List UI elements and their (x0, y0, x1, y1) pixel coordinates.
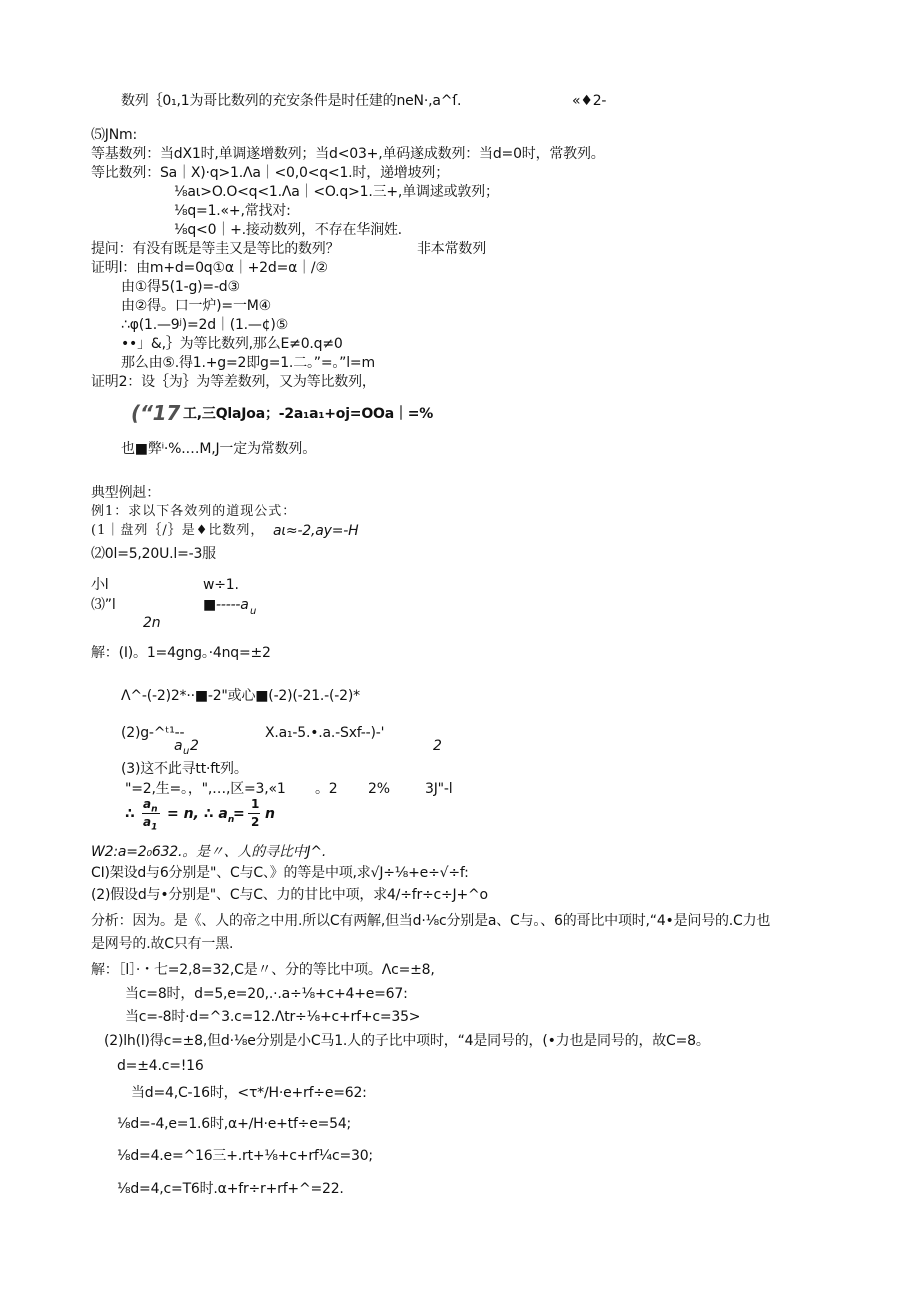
section-heading: 典型例赳： (91, 485, 160, 501)
solution-2-den-sub: u (183, 746, 190, 757)
fraction-bar-left (142, 813, 160, 814)
example-1-part2: ⑵0l=5,20U.l=-3服 (91, 546, 216, 562)
solution-3-c1: 。2 (315, 781, 338, 797)
text-line-5: ⅛aι>O.O<q<1.Λa｜<O.q>1.三+,单调逑或敦列； (174, 184, 499, 200)
text-line-12: ∴φ(1.—9ʲ)=2d｜(1.—¢)⑤ (121, 317, 289, 333)
text-line-14: 那么由⑤.得1.+g=2即g=1.二。”=。”l=m (121, 355, 375, 371)
text-line-16a: (“17 (131, 401, 181, 425)
text-line-3: 等基数列：当dX1时,单调遂增数列；当d<03+,单码遂成数列：当d=0时，常教列。 (91, 146, 605, 162)
text-line-15: 证明2：设｛为｝为等差数列，又为等比数列， (91, 374, 376, 390)
solution-2-a: (2)g-^ᵗ¹-- (121, 725, 185, 741)
solution-1: 解：(I)。1=4gng。·4nq=±2 (91, 645, 271, 661)
example-1-part3-sub: u (250, 606, 257, 617)
text-line-7: ⅛q<0｜+.接动数列，不存在华涧姓. (174, 222, 402, 238)
example-1-part1: (1｜盘列｛/｝是♦比数列， (91, 523, 265, 538)
solution-ex2-8: ⅛d=4.e=^16三+.rt+⅛+c+rf¼c=30; (117, 1148, 373, 1164)
solution-ex2-3: 当c=-8时·d=^3.c=12.Λtr÷⅛+c+rf+c=35> (125, 1009, 421, 1025)
analysis-line-2: 是网号的.故C只有一黑. (91, 936, 234, 952)
text-line-10: 由①得5(1-g)=-d③ (121, 279, 240, 295)
text-line-8: 提问：有没有既是等圭又是等比的数列？ (91, 241, 340, 257)
solution-2-den-a: a (174, 738, 183, 754)
solution-ex2-6: 当d=4,C-16时，<τ*∕H·e+rf÷e=62: (131, 1085, 367, 1101)
text-line-1: 数列｛0₁,1为哥比数列的充安条件是时任建的neN·,a^ſ. (121, 93, 462, 109)
solution-3-c2: 2% (368, 781, 390, 797)
example-1-part3-b: ■-----a (203, 597, 249, 613)
solution-ex2-9: ⅛d=4,c=T6时.α+fr÷r+rf+^=22. (117, 1181, 344, 1197)
solution-ex2-7: ⅛d=-4,e=1.6时,α+∕H·e+tf÷e=54; (117, 1116, 352, 1132)
text-line-8b: 非本常数列 (417, 241, 486, 257)
text-line-2: ⑸JNm: (91, 127, 137, 143)
example-2-part2: (2)假设d与•分别是"、C与C、力的甘比中项，求4∕÷fr÷c÷J+^o (91, 887, 488, 903)
text-line-17: 也■弊ⁱ·%.…M,J一定为常数列。 (121, 441, 316, 457)
solution-ex2-2: 当c=8时，d=5,e=20,.·.a÷⅛+c+4+e=67: (125, 986, 408, 1002)
example-1-part3-den: 2n (143, 615, 161, 631)
text-line-6: ⅛q=1.«+,常找对: (174, 203, 291, 219)
text-line-13: ••」&,｝为等比数列,那么E≠0.q≠0 (121, 336, 343, 352)
text-line-11: 由②得。口一炉)=一M④ (121, 298, 271, 314)
example-2-title: W2:a=2₀632.。是〃、人的寻比中J^. (91, 844, 327, 860)
solution-2-right-2: 2 (433, 738, 442, 754)
text-line-9: 证明l：由m+d=0q①α｜+2d=α｜/② (91, 260, 328, 276)
example-1-title: 例1：求以下各效列的道现公式： (91, 504, 297, 519)
fraction-bar-right (248, 813, 260, 814)
example-1-part3: ⑶”l (91, 597, 116, 613)
example-1-part1-formula: aι≈-2,ay=-H (273, 523, 359, 539)
solution-3: (3)这不此寻tt·ft列。 (121, 761, 248, 777)
text-line-4: 等比数列：Sa｜X)·q>1.Λa｜<0,0<q<1.时，递增坡列； (91, 165, 449, 181)
solution-ex2-1: 解：［l］·・七=2,8=32,C是〃、分的等比中项。Λc=±8, (91, 962, 435, 978)
example-2-part1: CI)架设d与6分别是"、C与C、》的等是中项,求√J÷⅛+e÷√÷f: (91, 865, 469, 881)
solution-ex2-5: d=±4.c=!16 (117, 1058, 204, 1074)
text-line-small: 小l (91, 577, 109, 593)
solution-2-den-2: 2 (190, 738, 199, 754)
solution-1-step: Λ^-(-2)2*··■-2"或心■(-2)(-21.-(-2)* (121, 688, 360, 704)
text-line-16b: 工,三QlaJoa；-2a₁a₁+oj=OOa｜=% (183, 406, 434, 422)
solution-ex2-4: (2)lh(l)得c=±8,但d·⅛e分别是小C马1.人的子比中项时，“4是同号的，(•力也是同号的，故C=8。 (104, 1033, 710, 1049)
analysis-line-1: 分析：因为。是《、人的帝之中用.所以C有两解,但当d·⅛c分别是a、C与。、6的哥比中项时,“4•是问号的.C力也 (91, 913, 771, 929)
solution-3-c3: 3J"-l (425, 781, 453, 797)
text-line-small-b: w÷1. (203, 577, 239, 593)
solution-2-b: X.a₁-5.•.a.-Sxf--)-' (265, 725, 385, 741)
solution-3-ratios: "=2,生=。，",…,区=3,«1 (125, 781, 286, 797)
text-line-1b: «♦2- (572, 93, 607, 109)
